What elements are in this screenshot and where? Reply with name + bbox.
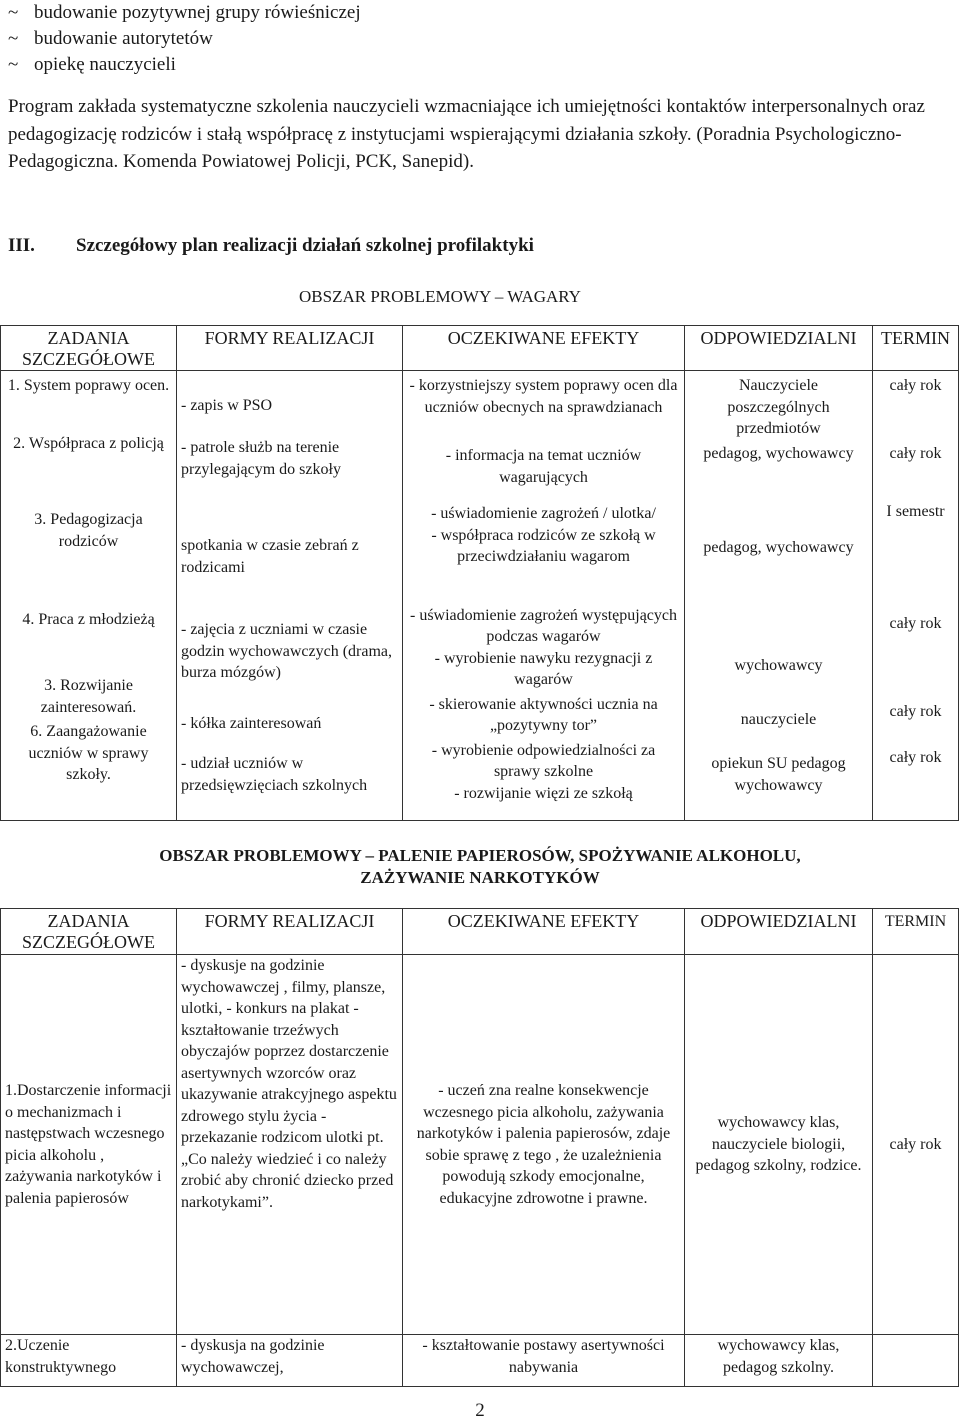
table-header-row (1, 909, 959, 955)
header-responsible: ODPOWIEDZIALNI (685, 326, 873, 371)
task-cell: 2.Uczenie konstruktywnego (1, 1335, 177, 1387)
effect-item: - wyrobienie nawyku rezygnacji z wagarów (434, 649, 653, 688)
effects-cell: - kształtowanie postawy asertywności nabywania (403, 1335, 685, 1387)
intro-bullet: ~ budowanie pozytywnej grupy rówieśniczej (8, 2, 361, 23)
page-number: 2 (475, 1400, 485, 1421)
task-item: 2. Współpraca z policją (13, 435, 164, 452)
table-row (1, 1335, 959, 1387)
header-tasks: ZADANIA SZCZEGÓŁOWE (1, 326, 177, 371)
area-title-truancy: OBSZAR PROBLEMOWY – WAGARY (299, 287, 581, 306)
area-title-substances (40, 845, 920, 889)
effect-item: - skierowanie aktywności ucznia na „pozytywny tor” (429, 695, 658, 734)
header-term: TERMIN (873, 909, 959, 955)
term-item: cały rok (889, 377, 942, 394)
task-item: 6. Zaangażowanie uczniów w sprawy szkoły. (28, 723, 149, 783)
forms-cell: - dyskusje na godzinie wychowawczej , filmy, plansze, ulotki, - konkurs na plakat - kształtowanie trzeźwych obyczajów poprzez dostarczenie asertywnych wzorców oraz ukazywanie atrakcyjnego aspektu zdrowego stylu życia -przekazanie rodzicom ulotki pt. „Co należy wiedzieć i co należy zrobić aby chronić dziecko przed narkotykami”. (177, 955, 403, 1335)
section-title: Szczegółowy plan realizacji działań szkolnej profilaktyki (76, 235, 534, 256)
table-row (1, 371, 959, 821)
responsible-item: pedagog, wychowawcy (703, 445, 854, 462)
responsible-item: Nauczyciele poszczególnych przedmiotów (727, 377, 830, 437)
header-responsible: ODPOWIEDZIALNI (685, 909, 873, 955)
term-item: I semestr (886, 503, 945, 520)
term-cell (873, 371, 959, 821)
intro-bullet-list (8, 0, 361, 78)
term-item: cały rok (889, 703, 942, 720)
task-item: 4. Praca z młodzieżą (22, 611, 155, 628)
term-cell (873, 1335, 959, 1387)
term-item: cały rok (889, 749, 942, 766)
header-term: TERMIN (873, 326, 959, 371)
forms-cell (177, 371, 403, 821)
responsible-item: pedagog, wychowawcy (703, 539, 854, 556)
intro-bullet: ~ budowanie autorytetów (8, 28, 213, 49)
form-item: - zajęcia z uczniami w czasie godzin wychowawczych (drama, burza mózgów) (181, 621, 393, 681)
responsible-item: nauczyciele (740, 711, 817, 728)
effects-cell: - uczeń zna realne konsekwencje wczesnego picia alkoholu, zażywania narkotyków i palenia papierosów, zdaje sobie sprawę z tego , że uzależnienia powodują szkody emocjonalne, edukacyjne zdrowotne i prawne. (403, 955, 685, 1335)
effect-item: - współpraca rodziców ze szkołą w przeciwdziałaniu wagarom (431, 526, 656, 565)
area-title-line: OBSZAR PROBLEMOWY – PALENIE PAPIEROSÓW, SPOŻYWANIE ALKOHOLU, (159, 846, 801, 865)
effect-item: - wyrobienie odpowiedzialności za sprawy szkolne (431, 741, 656, 780)
responsible-cell: wychowawcy klas, pedagog szkolny. (685, 1335, 873, 1387)
section-heading (8, 235, 534, 257)
form-item: - udział uczniów w przedsięwzięciach szkolnych (181, 755, 368, 794)
term-item: cały rok (889, 445, 942, 462)
intro-bullet: ~ opiekę nauczycieli (8, 54, 176, 75)
tasks-cell (1, 371, 177, 821)
responsible-cell: wychowawcy klas, nauczyciele biologii, pedagog szkolny, rodzice. (685, 955, 873, 1335)
header-forms: FORMY REALIZACJI (177, 326, 403, 371)
task-item: 1. System poprawy ocen. (7, 377, 170, 394)
term-cell: cały rok (873, 955, 959, 1335)
effect-item: - rozwijanie więzi ze szkołą (454, 784, 633, 802)
responsible-item: wychowawcy (734, 657, 823, 674)
form-item: - kółka zainteresowań (181, 715, 322, 732)
form-item: spotkania w czasie zebrań z rodzicami (181, 537, 359, 576)
responsible-item: opiekun SU pedagog wychowawcy (711, 755, 846, 794)
plan-table-substances (0, 908, 959, 1387)
area-title-line: ZAŻYWANIE NARKOTYKÓW (360, 868, 600, 887)
plan-table-truancy (0, 325, 959, 821)
form-item: - zapis w PSO (181, 397, 273, 414)
task-cell: 1.Dostarczenie informacji o mechanizmach i następstwach wczesnego picia alkoholu , zażywania narkotyków i palenia papierosów (1, 955, 177, 1335)
effect-item: - uświadomienie zagrożeń / ulotka/ (431, 505, 656, 522)
term-item: cały rok (889, 615, 942, 632)
effect-item: - korzystniejszy system poprawy ocen dla uczniów obecnych na sprawdzianach (409, 377, 678, 416)
header-tasks: ZADANIA SZCZEGÓŁOWE (1, 909, 177, 955)
header-effects: OCZEKIWANE EFEKTY (403, 326, 685, 371)
table-row (1, 955, 959, 1335)
forms-cell: - dyskusja na godzinie wychowawczej, (177, 1335, 403, 1387)
header-forms: FORMY REALIZACJI (177, 909, 403, 955)
task-item: 3. Rozwijanie zainteresowań. (40, 677, 137, 716)
table-header-row (1, 326, 959, 371)
responsible-cell (685, 371, 873, 821)
effect-item: - informacja na temat uczniów wagarujących (445, 447, 642, 486)
header-effects: OCZEKIWANE EFEKTY (403, 909, 685, 955)
effects-cell (403, 371, 685, 821)
section-number: III. (8, 235, 35, 256)
task-item: 3. Pedagogizacja rodziców (34, 511, 143, 550)
form-item: - patrole służb na terenie przylegającym do szkoły (181, 439, 341, 478)
effect-item: - uświadomienie zagrożeń występujących podczas wagarów (409, 606, 677, 645)
intro-paragraph: Program zakłada systematyczne szkolenia nauczycieli wzmacniające ich umiejętności kontaktów interpersonalnych oraz pedagogizację rodziców i stałą współpracę z instytucjami wspierającymi działania szkoły. (Poradnia Psychologiczno-Pedagogiczna. Komenda Powiatowej Policji, PCK, Sanepid). (8, 96, 925, 172)
